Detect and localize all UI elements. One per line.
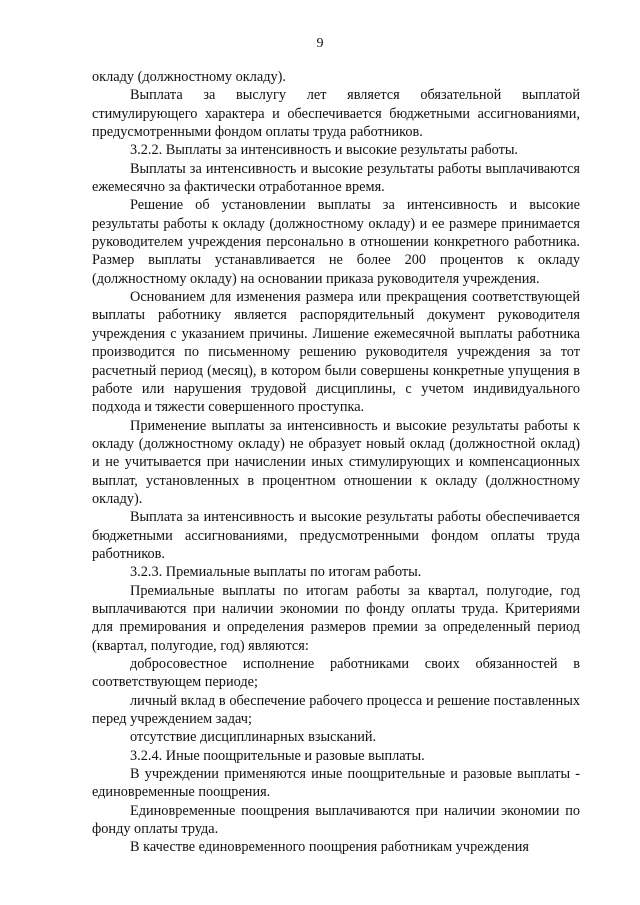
section-heading-3-2-2: 3.2.2. Выплаты за интенсивность и высокие результаты работы. [130,142,518,159]
paragraph-15: В учреждении применяются иные поощрительные и разовые выплаты - единовременные поощрения. [92,766,580,801]
paragraph-8: Выплата за интенсивность и высокие результаты работы обеспечивается бюджетными ассигнованиями, предусмотренными фондом оплаты труда работников. [92,509,580,562]
paragraph-7: Применение выплаты за интенсивность и высокие результаты работы к окладу (должностному окладу) не образует новый оклад (должностной оклад) и не учитывается при начислении иных стимулирующих и компенсационных выплат, установленных в процентном отношении к окладу (должностному окладу). [92,417,580,507]
paragraph-10: Премиальные выплаты по итогам работы за квартал, полугодие, год выплачиваются при наличии экономии по фонду оплаты труда. Критериями для премирования и определения размеров премии за определенный период (квартал, полугодие, год) являются: [92,582,580,654]
page-number: 9 [316,36,324,51]
paragraph-2: Выплата за выслугу лет является обязательной выплатой стимулирующего характера и обеспечивается бюджетными ассигнованиями, предусмотренными фондом оплаты труда работников. [92,87,580,141]
paragraph-17: В качестве единовременного поощрения работникам учреждения [130,839,529,856]
paragraph-16: Единовременные поощрения выплачиваются при наличии экономии по фонду оплаты труда. [92,802,580,838]
paragraph-6: Основанием для изменения размера или прекращения соответствующей выплаты работнику является распорядительный документ руководителя учреждения с указанием причины. Лишение ежемесячной выплаты работника производится по письменному решению руководителя учреждения за тот расчетный период (месяц), в котором были совершены конкретные упущения в работе или нарушения трудовой дисциплины, с учетом индивидуального подхода и тяжести совершенного проступка. [92,289,580,416]
criterion-2: личный вклад в обеспечение рабочего процесса и решение поставленных перед учреждением задач; [92,692,580,728]
criterion-3: отсутствие дисциплинарных взысканий. [130,729,377,746]
paragraph-4: Выплаты за интенсивность и высокие результаты работы выплачиваются ежемесячно за фактически отработанное время. [92,160,580,196]
criterion-1: добросовестное исполнение работниками своих обязанностей в соответствующем периоде; [92,656,580,691]
paragraph-5: Решение об установлении выплаты за интенсивность и высокие результаты работы к окладу (должностному окладу) и ее размере принимается руководителем учреждения персонально в отношении конкретного работника. Размер выплаты устанавливается не более 200 процентов к окладу (должностному окладу) на основании приказа руководителя учреждения. [92,197,580,287]
paragraph-1: окладу (должностному окладу). [92,69,286,85]
body-text [92,68,580,857]
section-heading-3-2-4: 3.2.4. Иные поощрительные и разовые выплаты. [130,747,425,764]
section-heading-3-2-3: 3.2.3. Премиальные выплаты по итогам работы. [130,564,422,581]
